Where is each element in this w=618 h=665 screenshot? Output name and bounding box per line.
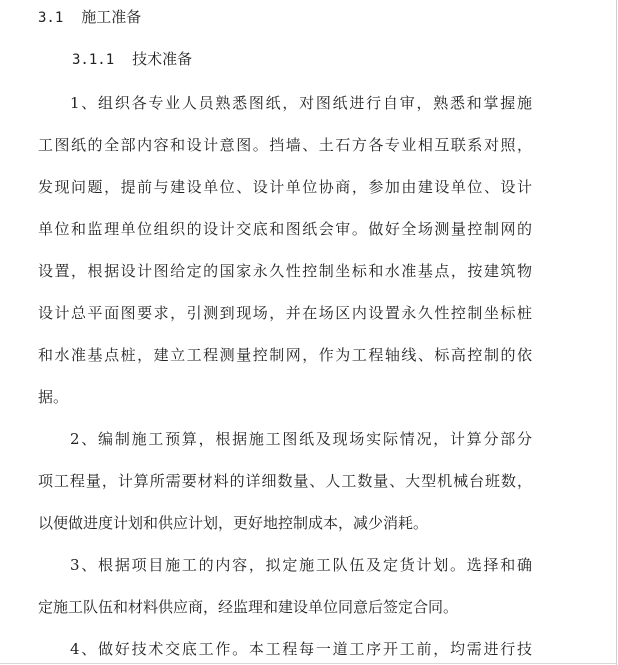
paragraph-line: 定施工队伍和材料供应商，经监理和建设单位同意后签定合同。: [38, 598, 459, 616]
paragraph-line: 发现问题，提前与建设单位、设计单位协商，参加由建设单位、设计: [38, 178, 532, 196]
paragraph-line: 设计总平面图要求，引测到现场，并在场区内设置永久性控制坐标桩: [38, 304, 532, 322]
subsection-number: 3.1.1: [72, 52, 115, 68]
paragraph-line: 4、做好技术交底工作。本工程每一道工序开工前，均需进行技: [70, 640, 532, 658]
subsection-heading: [72, 48, 192, 71]
paragraph-line: 和水准基点桩，建立工程测量控制网，作为工程轴线、标高控制的依: [38, 346, 532, 364]
paragraph-line: 项工程量，计算所需要材料的详细数量、人工数量、大型机械台班数，: [38, 472, 532, 490]
section-number: 3.1: [38, 10, 64, 26]
paragraph-line: 3、根据项目施工的内容，拟定施工队伍及定货计划。选择和确: [70, 556, 532, 574]
section-heading: [38, 6, 141, 29]
paragraph-line: 据。: [38, 388, 69, 406]
page-edge-right: [616, 0, 617, 665]
paragraph-line: 设置，根据设计图给定的国家永久性控制坐标和水准基点，按建筑物: [38, 262, 532, 280]
page-edge-bottom: [0, 663, 617, 664]
paragraph-line: 2、编制施工预算，根据施工图纸及现场实际情况，计算分部分: [70, 430, 532, 448]
paragraph-line: 单位和监理单位组织的设计交底和图纸会审。做好全场测量控制网的: [38, 220, 532, 238]
paragraph-line: 工图纸的全部内容和设计意图。挡墙、土石方各专业相互联系对照，: [38, 136, 532, 154]
subsection-title: 技术准备: [132, 50, 193, 68]
paragraph-line: 以便做进度计划和供应计划，更好地控制成本，减少消耗。: [38, 514, 429, 532]
paragraph-line: 1、组织各专业人员熟悉图纸，对图纸进行自审，熟悉和掌握施: [70, 94, 532, 112]
section-title: 施工准备: [81, 8, 142, 26]
